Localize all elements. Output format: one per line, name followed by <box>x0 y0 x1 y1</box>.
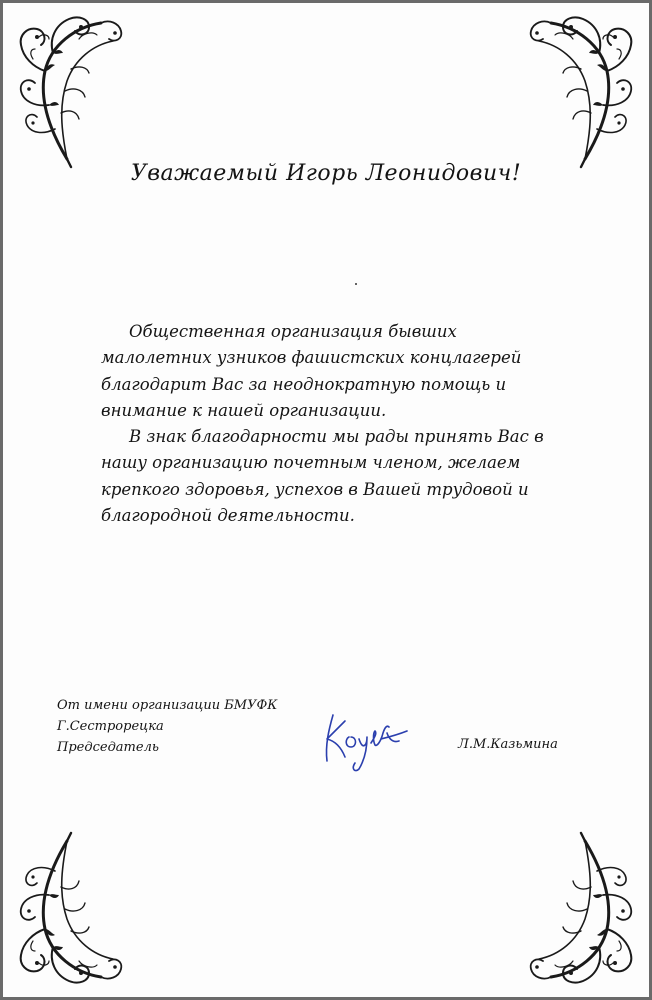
handwritten-signature <box>315 703 411 773</box>
letter-body <box>101 319 571 529</box>
ink-dot <box>355 283 357 285</box>
paragraph-gratitude: Общественная организация бывших малолетних узников фашистских концлагерей благодарит Вас за неоднократную помощь и внимание к нашей организации. <box>101 322 522 420</box>
signature-icon <box>315 703 411 773</box>
floral-ornament-icon <box>523 831 643 991</box>
sender-organization: От имени организации БМУФК <box>57 698 278 713</box>
sender-block <box>57 695 277 758</box>
corner-ornament-bottom-left <box>9 831 129 991</box>
sender-city: Г.Сестрорецка <box>57 719 164 734</box>
corner-ornament-top-right <box>523 9 643 169</box>
corner-ornament-bottom-right <box>523 831 643 991</box>
floral-ornament-icon <box>523 9 643 169</box>
corner-ornament-top-left <box>9 9 129 169</box>
floral-ornament-icon <box>9 9 129 169</box>
signer-name: Л.М.Казьмина <box>458 737 558 752</box>
floral-ornament-icon <box>9 831 129 991</box>
salutation: Уважаемый Игорь Леонидович! <box>130 161 522 186</box>
paragraph-membership: В знак благодарности мы рады принять Вас в нашу организацию почетным членом, желаем крепкого здоровья, успехов в Вашей трудовой и благородной деятельности. <box>101 427 544 526</box>
sender-position: Председатель <box>57 740 159 755</box>
